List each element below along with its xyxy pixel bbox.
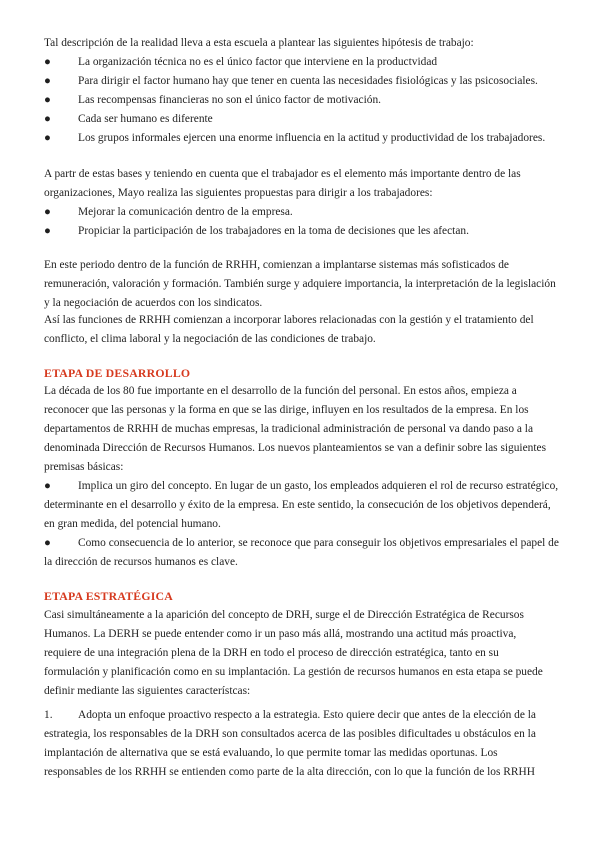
paragraph-line: implantación de alternativa que se está evaluando, lo que permite tomar las medidas oportunas. Los (44, 747, 498, 759)
bullet-icon: ● (44, 132, 51, 144)
numbered-item: 1. Adopta un enfoque proactivo respecto a la estrategia. Esto quiere decir que antes de la elección de la (44, 706, 536, 725)
bullet-icon: ● (44, 480, 51, 492)
section-heading-estrategica: ETAPA ESTRATÉGICA (44, 589, 173, 603)
item-number: 1. (44, 709, 53, 721)
paragraph-line: reconocer que las personas y la forma en que se las dirige, influyen en los resultados de la empresa. En los (44, 404, 529, 416)
paragraph-line: conflicto, el clima laboral y la negociación de las condiciones de trabajo. (44, 333, 376, 345)
bullet-icon: ● (44, 75, 51, 87)
bullet-icon: ● (44, 94, 51, 106)
list-item: ● Propiciar la participación de los trabajadores en la toma de decisiones que les afectan. (44, 222, 469, 241)
list-item: ● Para dirigir el factor humano hay que tener en cuenta las necesidades fisiológicas y las psicosociales. (44, 72, 538, 91)
paragraph-line: Así las funciones de RRHH comienzan a incorporar labores relacionadas con la gestión y el tratamiento del (44, 314, 534, 326)
paragraph-line: estrategia, los responsables de la DRH son consultados acerca de las posibles dificultades u obstáculos en la (44, 728, 536, 740)
list-item: ● Cada ser humano es diferente (44, 110, 213, 129)
bullet-icon: ● (44, 537, 51, 549)
paragraph-line: La década de los 80 fue importante en el desarrollo de la función del personal. En estos años, empieza a (44, 385, 517, 397)
list-item: ● Mejorar la comunicación dentro de la empresa. (44, 203, 293, 222)
paragraph-line: Humanos. La DERH se puede entender como ir un paso más allá, mostrando una actitud más proactiva, (44, 628, 517, 640)
paragraph-line: Casi simultáneamente a la aparición del concepto de DRH, surge el de Dirección Estratégica de Recursos (44, 609, 524, 621)
list-item: ● Los grupos informales ejercen una enorme influencia en la actitud y productividad de los trabajadores. (44, 129, 545, 148)
list-item: ● La organización técnica no es el único factor que interviene en la productvidad (44, 53, 437, 72)
bullet-icon: ● (44, 56, 51, 68)
paragraph-line: remuneración, valoración y formación. También surge y adquiere importancia, la interpretación de la legislación (44, 278, 556, 290)
paragraph-line: determinante en el desarrollo y éxito de la empresa. En este sentido, la consecución de los objetivos dependerá, (44, 499, 551, 511)
paragraph-line: formulación y planificación como en su implantación. La gestión de recursos humanos en esta etapa se puede (44, 666, 543, 678)
intro-text: Tal descripción de la realidad lleva a esta escuela a plantear las siguientes hipótesis de trabajo: (44, 37, 474, 49)
list-item: ● Las recompensas financieras no son el único factor de motivación. (44, 91, 381, 110)
list-item: ● Como consecuencia de lo anterior, se reconoce que para conseguir los objetivos empresariales el papel de (44, 534, 559, 553)
paragraph-line: En este periodo dentro de la función de RRHH, comienzan a implantarse sistemas más sofisticados de (44, 259, 509, 271)
section-heading-desarrollo: ETAPA DE DESARROLLO (44, 366, 191, 380)
paragraph-line: organizaciones, Mayo realiza las siguientes propuestas para dirigir a los trabajadores: (44, 187, 433, 199)
paragraph-line: responsables de los RRHH se entienden como parte de la alta dirección, con lo que la función de los RRHH (44, 766, 535, 778)
paragraph-line: la dirección de recursos humanos es clave. (44, 556, 238, 568)
paragraph-line: departamentos de RRHH de muchas empresas, la tradicional administración de personal va dando paso a la (44, 423, 534, 435)
paragraph-line: A partr de estas bases y teniendo en cuenta que el trabajador es el elemento más importante dentro de las (44, 168, 521, 180)
paragraph-line: en gran medida, del potencial humano. (44, 518, 221, 530)
list-item: ● Implica un giro del concepto. En lugar de un gasto, los empleados adquieren el rol de recurso estratégico, (44, 477, 558, 496)
bullet-icon: ● (44, 113, 51, 125)
paragraph-line: definir mediante las siguientes característcas: (44, 685, 251, 697)
paragraph-line: denominada Dirección de Recursos Humanos. Los nuevos planteamientos se van a definir sobre las siguientes (44, 442, 547, 454)
paragraph-line: premisas básicas: (44, 461, 124, 473)
paragraph-line: requiere de una integración plena de la DRH en todo el proceso de dirección estratégica, tanto en su (44, 647, 499, 659)
bullet-icon: ● (44, 206, 51, 218)
paragraph-line: y la negociación de acuerdos con los sindicatos. (44, 297, 263, 309)
bullet-icon: ● (44, 225, 51, 237)
